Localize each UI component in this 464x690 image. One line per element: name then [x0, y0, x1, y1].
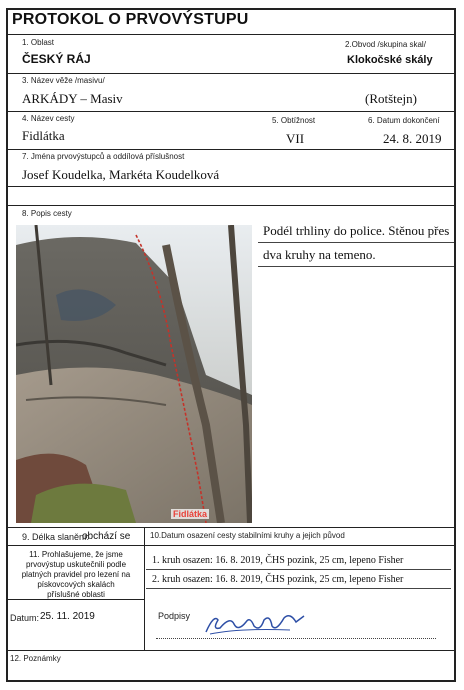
oblast-value: ČESKÝ RÁJ: [22, 52, 91, 66]
vez-value: ARKÁDY – Masiv: [22, 91, 123, 106]
route-photo-image: [16, 225, 252, 523]
signature-line: [156, 638, 436, 639]
obtiznost-value: VII: [286, 131, 305, 146]
prohlaseni-line: pískovcových skalách: [37, 580, 115, 589]
prohlaseni-line: příslušné oblasti: [47, 590, 105, 599]
form-title: PROTOKOL O PRVOVÝSTUPU: [12, 11, 249, 28]
datum-osazeni-label: 10.Datum osazení cesty stabilními kruhy a jejich původ: [150, 531, 345, 540]
vez-label: 3. Název věže /masivu/: [22, 76, 105, 85]
divider: [7, 650, 455, 651]
cesta-value: Fidlátka: [22, 128, 65, 143]
prohlaseni-line: prvovýstup uskutečnili podle: [25, 560, 127, 569]
cesta-label: 4. Název cesty: [22, 114, 75, 123]
divider: [7, 527, 455, 528]
kruh-2: 2. kruh osazen: 16. 8. 2019, ČHS pozink, 25 cm, lepeno Fisher: [152, 574, 404, 585]
prohlaseni-text: [10, 550, 142, 600]
divider: [7, 205, 455, 206]
datum-dokonceni-label: 6. Datum dokončení: [368, 116, 440, 125]
oblast-label: 1. Oblast: [22, 38, 55, 47]
signature: [200, 606, 310, 640]
prohlaseni-line: 11. Prohlašujeme, že jsme: [29, 550, 123, 559]
popis-label: 8. Popis cesty: [22, 209, 72, 218]
datum-label: Datum:: [10, 613, 40, 623]
divider: [7, 599, 144, 600]
kruh-1: 1. kruh osazen: 16. 8. 2019, ČHS pozink, 25 cm, lepeno Fisher: [152, 555, 404, 566]
rule: [258, 266, 454, 267]
obvod-label: 2.Obvod /skupina skal/: [345, 40, 426, 49]
vez-extra: (Rotštejn): [365, 91, 417, 106]
divider: [7, 34, 455, 35]
obtiznost-label: 5. Obtížnost: [272, 116, 316, 125]
divider: [7, 73, 455, 74]
photo-caption: Fidlátka: [173, 509, 208, 519]
rule: [258, 242, 454, 243]
popis-line-1: Podél trhliny do police. Stěnou přes: [263, 223, 450, 238]
route-photo: [16, 225, 252, 523]
podpisy-label: Podpisy: [158, 611, 191, 621]
rule: [146, 569, 451, 570]
delka-slaneni-value: obchází se: [82, 531, 131, 542]
prohlaseni-line: platných pravidel pro lezení na: [21, 570, 131, 579]
delka-slaneni-label: 9. Délka slanění:: [22, 532, 90, 542]
datum-dokonceni-value: 24. 8. 2019: [383, 131, 442, 146]
signature-mark: [200, 606, 310, 640]
divider: [7, 149, 455, 150]
prvovystupci-label: 7. Jména prvovýstupců a oddílová příslušnost: [22, 152, 185, 161]
datum-value: 25. 11. 2019: [40, 611, 95, 622]
divider: [7, 545, 455, 546]
divider: [7, 186, 455, 187]
obvod-value: Klokočské skály: [347, 54, 433, 66]
rule: [146, 588, 451, 589]
poznamky-label: 12. Poznámky: [10, 654, 61, 663]
popis-line-2: dva kruhy na temeno.: [263, 247, 376, 262]
divider: [7, 111, 455, 112]
prvovystupci-value: Josef Koudelka, Markéta Koudelková: [22, 167, 220, 182]
